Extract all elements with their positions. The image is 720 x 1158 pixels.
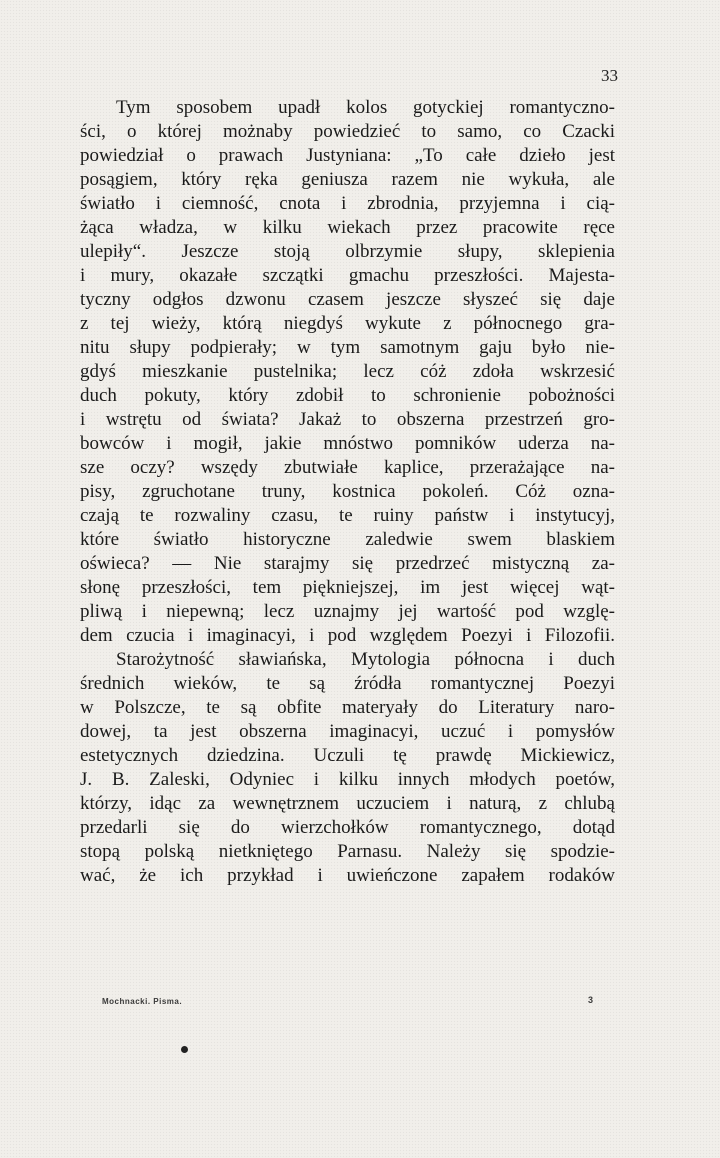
sheet-number: 3 <box>588 995 594 1005</box>
ink-dot <box>181 1046 188 1053</box>
text-line: którzy, idąc za wewnętrznem uczuciem i naturą, z chlubą <box>80 793 615 814</box>
text-line: J. B. Zaleski, Odyniec i kilku innych młodych poetów, <box>80 769 615 790</box>
text-line: oświeca? — Nie starajmy się przedrzeć mistyczną za- <box>80 553 615 574</box>
text-line: czają te rozwaliny czasu, te ruiny państw i instytucyj, <box>80 505 615 526</box>
text-line: posągiem, który ręka geniusza razem nie wykuła, ale <box>80 169 615 190</box>
text-line: pisy, zgruchotane truny, kostnica pokoleń. Cóż ozna- <box>80 481 615 502</box>
text-line: wać, że ich przykład i uwieńczone zapałem rodaków <box>80 865 615 886</box>
text-line: słonę przeszłości, tem piękniejszej, im jest więcej wąt- <box>80 577 615 598</box>
text-line: które światło historyczne zaledwie swem blaskiem <box>80 529 615 550</box>
text-line: Starożytność sławiańska, Mytologia północna i duch <box>116 649 615 670</box>
text-line: bowców i mogił, jakie mnóstwo pomników uderza na- <box>80 433 615 454</box>
text-line: duch pokuty, który zdobił to schronienie pobożności <box>80 385 615 406</box>
text-line: ulepiły“. Jeszcze stoją olbrzymie słupy, sklepienia <box>80 241 615 262</box>
text-line: tyczny odgłos dzwonu czasem jeszcze słyszeć się daje <box>80 289 615 310</box>
text-line: stopą polską nietkniętego Parnasu. Należy się spodzie- <box>80 841 615 862</box>
text-line: sze oczy? wszędy zbutwiałe kaplice, przerażające na- <box>80 457 615 478</box>
text-line: dowej, ta jest obszerna imaginacyi, uczuć i pomysłów <box>80 721 615 742</box>
text-line: estetycznych dziedzina. Uczuli tę prawdę Mickiewicz, <box>80 745 615 766</box>
text-line: średnich wieków, te są źródła romantycznej Poezyi <box>80 673 615 694</box>
page-number: 33 <box>601 66 618 85</box>
text-line: w Polszcze, te są obfite materyały do Literatury naro- <box>80 697 615 718</box>
text-line: z tej wieży, którą niegdyś wykute z północnego gra- <box>80 313 615 334</box>
text-line: pliwą i niepewną; lecz uznajmy jej wartość pod wzglę- <box>80 601 615 622</box>
text-line: ści, o której możnaby powiedzieć to samo, co Czacki <box>80 121 615 142</box>
text-line: dem czucia i imaginacyi, i pod względem Poezyi i Filozofii. <box>80 625 615 646</box>
text-line: i mury, okazałe szczątki gmachu przeszłości. Majesta- <box>80 265 615 286</box>
text-line: gdyś mieszkanie pustelnika; lecz cóż zdoła wskrzesić <box>80 361 615 382</box>
body-text <box>80 96 615 888</box>
text-line: światło i ciemność, cnota i zbrodnia, przyjemna i cią- <box>80 193 615 214</box>
text-line: nitu słupy podpierały; w tym samotnym gaju było nie- <box>80 337 615 358</box>
text-line: Tym sposobem upadł kolos gotyckiej romantyczno- <box>116 97 615 118</box>
signature-mark: Mochnacki. Pisma. <box>102 997 183 1006</box>
text-line: i wstrętu od świata? Jakaż to obszerna przestrzeń gro- <box>80 409 615 430</box>
text-line: żąca władza, w kilku wiekach przez pracowite ręce <box>80 217 615 238</box>
text-line: przedarli się do wierzchołków romantycznego, dotąd <box>80 817 615 838</box>
text-line: powiedział o prawach Justyniana: „To całe dzieło jest <box>80 145 615 166</box>
